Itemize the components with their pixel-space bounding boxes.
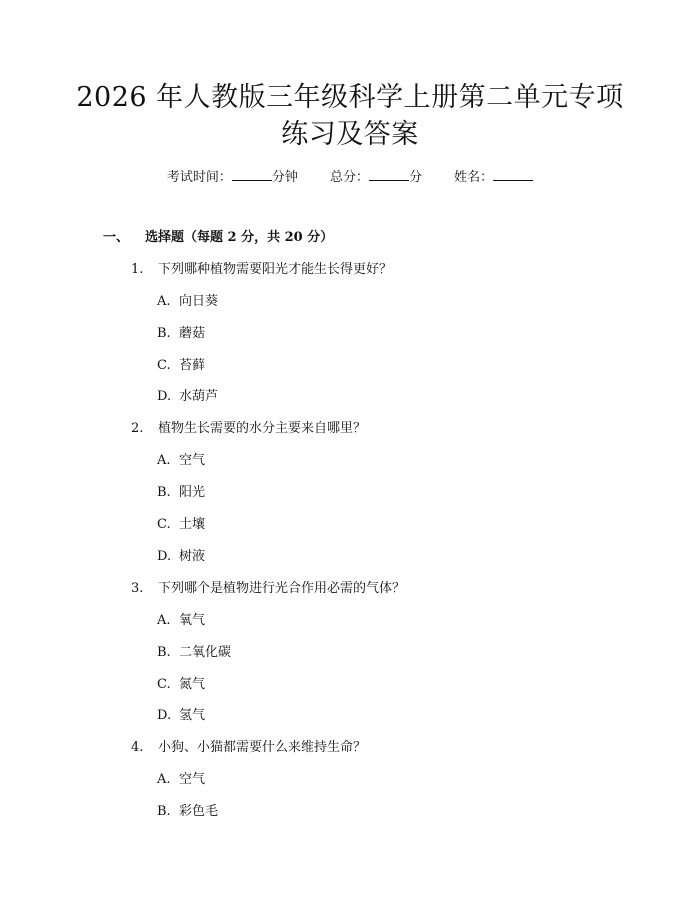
- question-2-option-c: [157, 516, 205, 534]
- option-letter: A.: [157, 772, 171, 787]
- option-letter: C.: [157, 677, 171, 692]
- question-text: 植物生长需要的水分主要来自哪里？: [158, 421, 367, 436]
- exam-time-blank: [232, 168, 272, 181]
- option-letter: A.: [157, 453, 171, 468]
- option-text: 氧气: [179, 613, 206, 628]
- option-letter: D.: [157, 389, 172, 404]
- question-number: 2.: [131, 421, 144, 436]
- student-name-blank: [493, 168, 533, 181]
- option-text: 土壤: [179, 517, 206, 532]
- question-1-option-b: [157, 325, 205, 343]
- total-score-field: [330, 168, 422, 187]
- option-letter: B.: [157, 326, 171, 341]
- option-letter: B.: [157, 804, 171, 819]
- option-letter: D.: [157, 708, 172, 723]
- option-letter: C.: [157, 358, 171, 373]
- document-title-line-2: 练习及答案: [281, 119, 419, 150]
- question-number: 1.: [131, 262, 144, 277]
- option-text: 空气: [179, 453, 206, 468]
- option-letter: B.: [157, 485, 171, 500]
- question-2-option-b: [157, 484, 205, 502]
- question-2: [131, 420, 366, 438]
- option-text: 阳光: [179, 485, 206, 500]
- question-text: 小狗、小猫都需要什么来维持生命？: [158, 740, 367, 755]
- question-number: 3.: [131, 581, 144, 596]
- document-title-line-1: 2026 年人教版三年级科学上册第二单元专项: [76, 82, 624, 113]
- option-letter: D.: [157, 549, 172, 564]
- question-4-option-b: [157, 803, 218, 821]
- question-number: 4.: [131, 740, 144, 755]
- section-title: 选择题（每题 2 分，共 20 分）: [145, 230, 334, 245]
- option-letter: A.: [157, 613, 171, 628]
- option-text: 氮气: [179, 677, 206, 692]
- option-letter: C.: [157, 517, 171, 532]
- option-text: 氢气: [179, 708, 206, 723]
- option-text: 树液: [179, 549, 206, 564]
- question-3: [131, 580, 405, 598]
- question-3-option-b: [157, 644, 231, 662]
- option-text: 向日葵: [179, 294, 219, 309]
- option-letter: B.: [157, 645, 171, 660]
- question-text: 下列哪个是植物进行光合作用必需的气体？: [158, 581, 406, 596]
- question-4: [131, 739, 366, 757]
- question-1-option-c: [157, 357, 205, 375]
- option-text: 彩色毛: [179, 804, 219, 819]
- question-1-option-a: [157, 293, 218, 311]
- option-text: 苔藓: [179, 358, 206, 373]
- question-1: [131, 261, 392, 279]
- exam-time-label: 考试时间：: [166, 170, 232, 185]
- section-number: 一、: [103, 230, 130, 245]
- student-name-field: [454, 168, 533, 187]
- total-score-blank: [369, 168, 409, 181]
- option-text: 二氧化碳: [179, 645, 232, 660]
- question-2-option-d: [157, 548, 205, 566]
- question-4-option-a: [157, 771, 205, 789]
- question-3-option-c: [157, 676, 205, 694]
- option-letter: A.: [157, 294, 171, 309]
- option-text: 空气: [179, 772, 206, 787]
- total-score-label: 总分：: [329, 170, 369, 185]
- exam-time-field: [167, 168, 298, 187]
- question-3-option-a: [157, 612, 205, 630]
- total-score-unit: 分: [409, 170, 423, 185]
- exam-info-row: [0, 168, 700, 187]
- question-3-option-d: [157, 707, 205, 725]
- question-2-option-a: [157, 452, 205, 470]
- question-text: 下列哪种植物需要阳光才能生长得更好？: [158, 262, 393, 277]
- question-1-option-d: [157, 388, 218, 406]
- exam-time-unit: 分钟: [271, 170, 298, 185]
- option-text: 水葫芦: [179, 389, 219, 404]
- section-heading: [103, 229, 333, 247]
- option-text: 蘑菇: [179, 326, 206, 341]
- student-name-label: 姓名：: [454, 170, 494, 185]
